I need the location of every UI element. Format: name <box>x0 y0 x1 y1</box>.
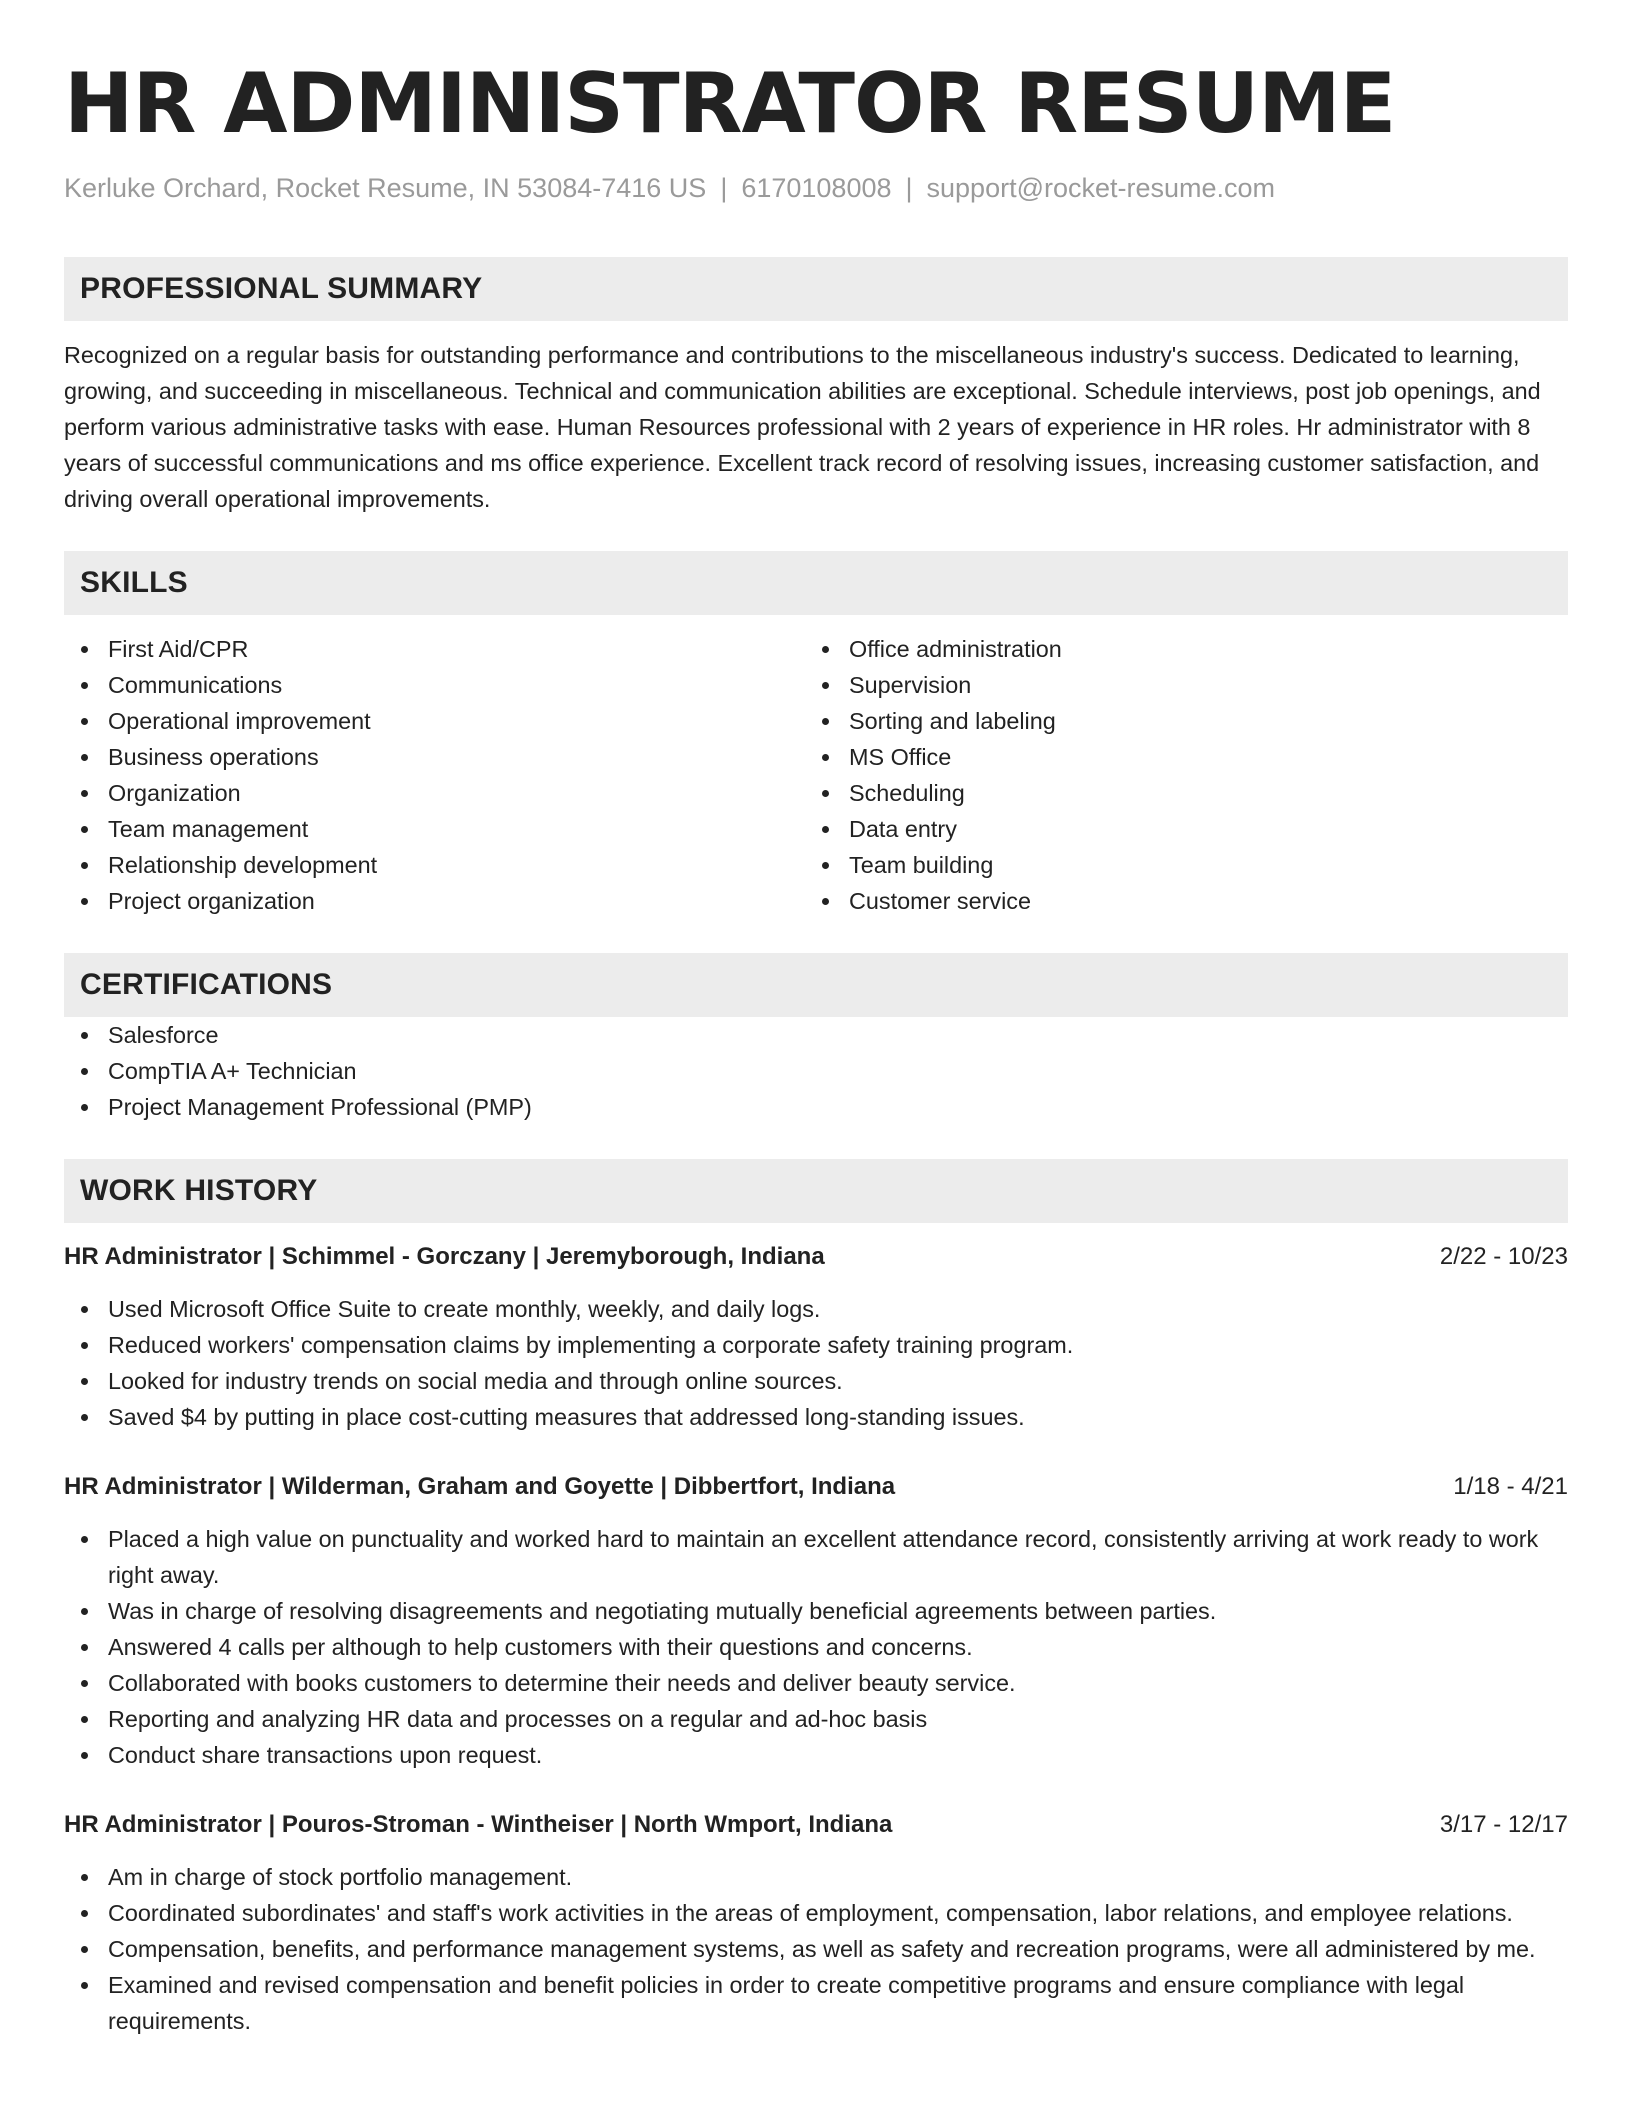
skill-item: Team management <box>64 811 805 847</box>
job-bullet: Conduct share transactions upon request. <box>64 1737 1568 1773</box>
section-header-skills: SKILLS <box>64 551 1568 615</box>
job-bullet: Coordinated subordinates' and staff's work activities in the areas of employment, compensation, labor relations, and employee relations. <box>64 1895 1568 1931</box>
contact-email: support@rocket-resume.com <box>926 173 1276 203</box>
job-header <box>64 1469 1568 1505</box>
contact-phone: 6170108008 <box>741 173 892 203</box>
skill-item: Communications <box>64 667 805 703</box>
job-bullets <box>64 1859 1568 2039</box>
certification-item: Project Management Professional (PMP) <box>64 1089 1568 1125</box>
section-header-work-history: WORK HISTORY <box>64 1159 1568 1223</box>
skills-grid <box>64 631 1568 919</box>
job-title: HR Administrator | Schimmel - Gorczany | Jeremyborough, Indiana <box>64 1243 825 1270</box>
job-bullet: Answered 4 calls per although to help customers with their questions and concerns. <box>64 1629 1568 1665</box>
skill-item: Supervision <box>805 667 1546 703</box>
summary-text: Recognized on a regular basis for outstanding performance and contributions to the miscellaneous industry's success. Dedicated to learning, growing, and succeeding in miscellaneous. Technical and communication abilities are exceptional. Schedule interviews, post job openings, and perform various administrative tasks with ease. Human Resources professional with 2 years of experience in HR roles. Hr administrator with 8 years of successful communications and ms office experience. Excellent track record of resolving issues, increasing customer satisfaction, and driving overall operational improvements. <box>64 342 1541 512</box>
job-bullet: Am in charge of stock portfolio management. <box>64 1859 1568 1895</box>
resume-title: HR ADMINISTRATOR RESUME <box>64 55 1396 152</box>
contact-separator: | <box>720 173 728 203</box>
skill-item: Operational improvement <box>64 703 805 739</box>
job-bullet: Collaborated with books customers to determine their needs and deliver beauty service. <box>64 1665 1568 1701</box>
skill-item: Scheduling <box>805 775 1546 811</box>
job-header <box>64 1239 1568 1275</box>
skill-item: Sorting and labeling <box>805 703 1546 739</box>
job-dates: 3/17 - 12/17 <box>1439 1811 1568 1838</box>
job-bullet: Examined and revised compensation and benefit policies in order to create competitive programs and ensure compliance with legal requirements. <box>64 1967 1568 2039</box>
skill-item: Customer service <box>805 883 1546 919</box>
skill-item: MS Office <box>805 739 1546 775</box>
job-bullet: Was in charge of resolving disagreements and negotiating mutually beneficial agreements between parties. <box>64 1593 1568 1629</box>
skills-list-left <box>64 631 805 919</box>
section-header-certifications: CERTIFICATIONS <box>64 953 1568 1017</box>
job-bullet: Placed a high value on punctuality and worked hard to maintain an excellent attendance record, consistently arriving at work ready to work right away. <box>64 1521 1568 1593</box>
skill-item: Office administration <box>805 631 1546 667</box>
job-bullet: Compensation, benefits, and performance management systems, as well as safety and recreation programs, were all administered by me. <box>64 1931 1568 1967</box>
certification-item: CompTIA A+ Technician <box>64 1053 1568 1089</box>
job-bullets <box>64 1291 1568 1435</box>
contact-address: Kerluke Orchard, Rocket Resume, IN 53084-7416 US <box>64 173 707 203</box>
job-dates: 2/22 - 10/23 <box>1439 1243 1568 1270</box>
job-entry <box>64 1807 1568 2039</box>
job-title: HR Administrator | Pouros-Stroman - Wintheiser | North Wmport, Indiana <box>64 1811 893 1838</box>
certifications-list <box>64 1017 1568 1125</box>
job-bullet: Looked for industry trends on social media and through online sources. <box>64 1363 1568 1399</box>
job-bullet: Used Microsoft Office Suite to create monthly, weekly, and daily logs. <box>64 1291 1568 1327</box>
skill-item: First Aid/CPR <box>64 631 805 667</box>
job-entry <box>64 1469 1568 1773</box>
certification-item: Salesforce <box>64 1017 1568 1053</box>
job-dates: 1/18 - 4/21 <box>1453 1473 1568 1500</box>
skill-item: Team building <box>805 847 1546 883</box>
job-bullets <box>64 1521 1568 1773</box>
skill-item: Data entry <box>805 811 1546 847</box>
skills-column-left <box>64 631 805 919</box>
section-header-summary: PROFESSIONAL SUMMARY <box>64 257 1568 321</box>
skill-item: Project organization <box>64 883 805 919</box>
skill-item: Business operations <box>64 739 805 775</box>
contact-line <box>64 170 1568 206</box>
job-header <box>64 1807 1568 1843</box>
job-entry <box>64 1239 1568 1435</box>
contact-separator: | <box>905 173 913 203</box>
skill-item: Organization <box>64 775 805 811</box>
job-bullet: Reduced workers' compensation claims by implementing a corporate safety training program. <box>64 1327 1568 1363</box>
job-bullet: Saved $4 by putting in place cost-cutting measures that addressed long-standing issues. <box>64 1399 1568 1435</box>
skills-list-right <box>805 631 1546 919</box>
skill-item: Relationship development <box>64 847 805 883</box>
job-title: HR Administrator | Wilderman, Graham and Goyette | Dibbertfort, Indiana <box>64 1473 896 1500</box>
job-bullet: Reporting and analyzing HR data and processes on a regular and ad-hoc basis <box>64 1701 1568 1737</box>
skills-column-right <box>805 631 1546 919</box>
